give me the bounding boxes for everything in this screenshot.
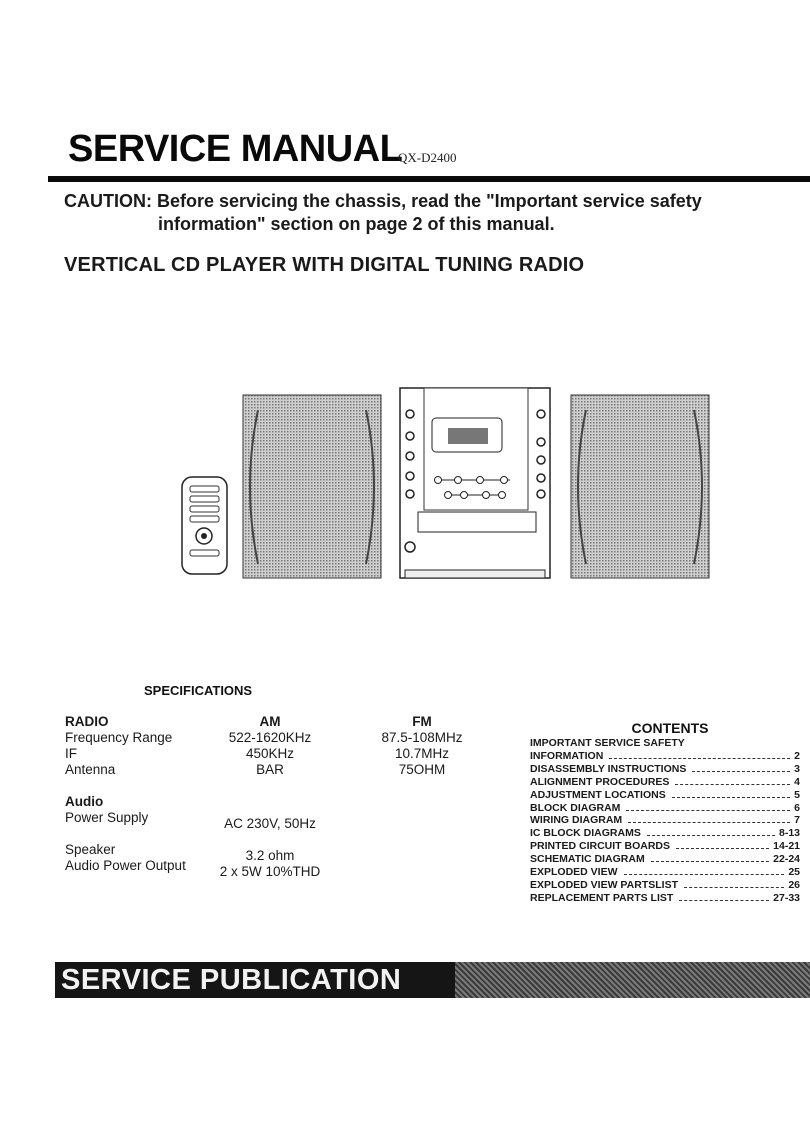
caution-notice [64,190,784,236]
contents-item-title: EXPLODED VIEW PARTSLIST [530,878,678,891]
contents-leader [626,810,790,811]
audio-label: Audio [65,794,104,809]
contents-item-page: 3 [794,762,800,775]
fm-frequency-range: 87.5-108MHz [381,730,463,745]
contents-item-title: ALIGNMENT PROCEDURES [530,775,670,788]
power-supply-value: AC 230V, 50Hz [224,816,316,831]
contents-leader [675,784,790,785]
contents-item-title: ADJUSTMENT LOCATIONS [530,788,666,801]
speaker-label: Speaker [65,842,116,857]
specifications-heading: SPECIFICATIONS [144,683,253,698]
contents-list [530,737,800,905]
antenna-label: Antenna [65,762,116,777]
contents-item [530,750,800,763]
remote-control-image [182,477,227,574]
contents-item-page: 25 [788,866,800,879]
contents-item-title: WIRING DIAGRAM [530,814,623,827]
contents-item-title: IMPORTANT SERVICE SAFETY [530,737,685,749]
contents-item-page: 14-21 [773,840,800,853]
audio-power-output-value: 2 x 5W 10%THD [219,864,321,879]
left-speaker-image [243,395,381,578]
contents-item [530,763,800,776]
service-publication-banner [55,962,810,998]
contents-item-title: PRINTED CIRCUIT BOARDS [530,840,671,853]
am-if: 450KHz [245,746,295,761]
contents-item [530,827,800,840]
contents-item-title: REPLACEMENT PARTS LIST [530,891,674,904]
model-number: QX-D2400 [398,150,457,165]
contents-item-page: 4 [794,775,800,788]
contents-leader [609,758,790,759]
contents-item-page: 26 [788,878,800,891]
speaker-value: 3.2 ohm [245,848,295,863]
contents-leader [676,848,769,849]
contents-item [530,789,800,802]
right-speaker-image [571,395,709,578]
contents-item [530,737,800,750]
contents-item-page: 7 [794,814,800,827]
power-supply-label: Power Supply [65,810,149,825]
caution-line-2: information" section on page 2 of this manual. [158,214,555,234]
spec-fm-column [352,714,492,778]
header-rule [48,176,810,182]
contents-leader [624,874,785,875]
contents-item [530,840,800,853]
fm-if: 10.7MHz [394,746,450,761]
contents-item-page: 5 [794,788,800,801]
contents-item-title: DISASSEMBLY INSTRUCTIONS [530,762,687,775]
contents-item [530,814,800,827]
page-title: SERVICE MANUAL [68,128,403,170]
contents-item-page: 27-33 [773,891,800,904]
contents-item-title: INFORMATION [530,749,604,762]
am-antenna: BAR [256,762,284,777]
contents-item [530,776,800,789]
if-label: IF [65,746,77,761]
contents-leader [672,797,790,798]
spec-am-column [200,714,340,880]
contents-item [530,802,800,815]
contents-item [530,892,800,905]
contents-item-page: 8-13 [778,827,800,840]
contents-item-title: IC BLOCK DIAGRAMS [530,827,641,840]
contents-leader [651,861,769,862]
contents-leader [684,887,784,888]
audio-power-output-label: Audio Power Output [65,858,186,873]
contents-item-title: EXPLODED VIEW [530,866,618,879]
contents-leader [679,900,769,901]
contents-title: CONTENTS [631,720,709,736]
radio-label: RADIO [65,714,109,729]
am-header: AM [259,714,281,729]
contents-leader [628,822,790,823]
contents-item [530,853,800,866]
contents-item [530,866,800,879]
table-of-contents [530,720,800,905]
am-frequency-range: 522-1620KHz [228,730,312,745]
spec-labels-column [65,714,186,874]
contents-leader [647,835,775,836]
contents-item [530,879,800,892]
contents-item-page: 6 [794,801,800,814]
caution-line-1: CAUTION: Before servicing the chassis, read the "Important service safety [64,191,702,211]
banner-text: SERVICE PUBLICATION [61,964,402,996]
contents-item-title: SCHEMATIC DIAGRAM [530,853,645,866]
fm-antenna: 75OHM [398,762,446,777]
contents-item-title: BLOCK DIAGRAM [530,801,621,814]
frequency-range-label: Frequency Range [65,730,173,745]
contents-item-page: 2 [794,749,800,762]
contents-item-page: 22-24 [773,853,800,866]
product-illustration [170,380,720,585]
fm-header: FM [412,714,432,729]
contents-leader [692,771,790,772]
main-unit-image [400,388,550,578]
product-subtitle: VERTICAL CD PLAYER WITH DIGITAL TUNING RADIO [64,254,585,276]
